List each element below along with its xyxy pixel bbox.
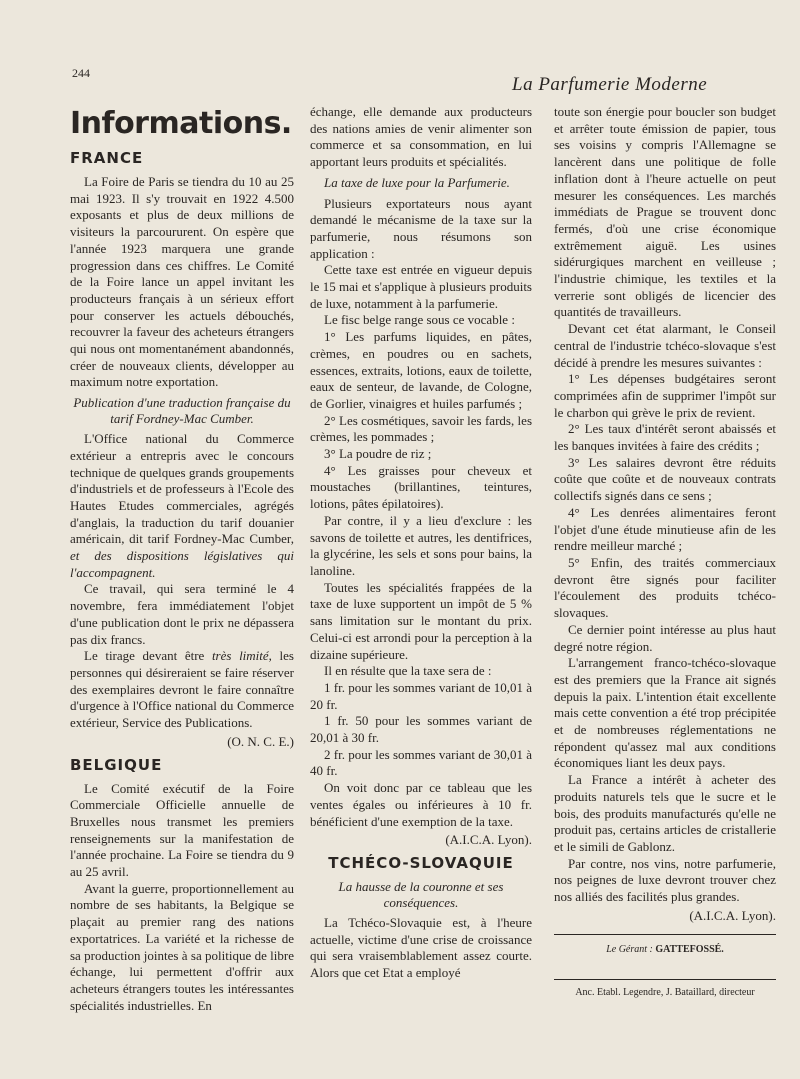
section-heading-france: FRANCE (70, 149, 144, 167)
paragraph: Cette taxe est entrée en vigueur depuis le 15 mai et s'applique à plusieurs produits de luxe, notamment à la parfumerie. (310, 262, 532, 311)
italic-text-run: et des dispositions législatives qui l'accompagnent. (70, 548, 294, 580)
paragraph: Ce travail, qui sera terminé le 4 novembre, fera immédiatement l'objet d'une publication dont le prix ne dépassera pas dix francs. (70, 581, 294, 647)
text-run: , les personnes qui désireraient se faire réserver des exemplaires devront le faire connaître d'urgence à l'Office national du Commerce extérieur, Service des Publications. (70, 648, 294, 731)
paragraph: 2° Les cosmétiques, savoir les fards, les crèmes, les pommades ; (310, 412, 532, 445)
paragraph: 2 fr. pour les sommes variant de 30,01 à 40 fr. (310, 746, 532, 779)
paragraph: Le Comité exécutif de la Foire Commerciale Officielle annuelle de Bruxelles nous transmet les premiers renseignements sur la manifestation de l'année prochaine. La Foire se tiendra du 9 au 25 avril. (70, 780, 294, 880)
signature: (A.I.C.A. Lyon). (445, 832, 532, 848)
signature: (A.I.C.A. Lyon). (689, 907, 776, 923)
paragraph: La Tchéco-Slovaquie est, à l'heure actuelle, victime d'une crise de croissance qui sera vraisemblablement assez courte. Alors que cet Etat a employé (310, 914, 532, 981)
section-heading-tcheco-slovaquie: TCHÉCO-SLOVAQUIE (328, 853, 514, 872)
divider (554, 934, 776, 935)
paragraph: On voit donc par ce tableau que les ventes égales ou inférieures à 10 fr. bénéficient d'une exemption de la taxe. (310, 780, 532, 829)
subheading: La taxe de luxe pour la Parfumerie. (324, 174, 510, 190)
text-run: L'Office national du Commerce extérieur a entrepris avec le concours technique de quelques grands groupements d'industriels et de professeurs à l'Ecole des Hautes Etudes commerciales, agrégés d'anglais, la traduction du tarif douanier américain, dit tarif Fordney-Mac Cumber, (70, 431, 294, 547)
paragraph: Toutes les spécialités frappées de la taxe de luxe supportent un impôt de 5 % sans limitation sur le montant du prix. Celui-ci est arrondi pour la perception à la dizaine supérieure. (310, 579, 532, 662)
column-1 (70, 104, 294, 1014)
page-number: 244 (72, 66, 90, 80)
subheading: Publication d'une traduction française du tarif Fordney-Mac Cumber. (73, 395, 291, 427)
subheading: La hausse de la couronne et ses conséquences. (338, 878, 504, 910)
paragraph: Plusieurs exportateurs nous ayant demandé le mécanisme de la taxe sur la parfumerie, nous résumons son application : (310, 195, 532, 261)
printer-line: Anc. Etabl. Legendre, J. Bataillard, directeur (575, 987, 755, 999)
paragraph: Ce dernier point intéresse au plus haut degré notre région. (554, 621, 776, 654)
italic-text-run: très limité (211, 648, 269, 664)
section-heading-belgique: BELGIQUE (70, 755, 163, 774)
paragraph: 1° Les dépenses budgétaires seront comprimées afin de supprimer l'impôt sur le charbon qui grève le prix de revient. (554, 371, 776, 420)
paragraph: 5° Enfin, des traités commerciaux devront être signés pour faciliter l'écoulement des produits tchéco-slovaques. (554, 554, 776, 621)
paragraph: 3° La poudre de riz ; (324, 446, 432, 462)
paragraph: échange, elle demande aux producteurs des nations amies de venir alimenter son commerce et sa consommation, en lui apportant leurs produits et spécialités. (310, 104, 532, 170)
text-run: Le tirage devant être (84, 648, 212, 664)
divider (554, 979, 776, 980)
paragraph: L'arrangement franco-tchéco-slovaque est des premiers que la France ait signés depuis la paix. L'intention était excellente mais cette convention a été trop précipitée et de nombreuses réglementations ne répondent qu'assez mal aux conditions économiques liant les deux pays. (554, 655, 776, 771)
paragraph: Le fisc belge range sous ce vocable : (324, 312, 515, 328)
paragraph: 4° Les denrées alimentaires feront l'objet d'une étude minutieuse afin de les rendre meilleur marché ; (554, 504, 776, 554)
paragraph: Par contre, nos vins, notre parfumerie, nos peignes de luxe devront trouver chez nos alliés des facilités plus grandes. (554, 855, 776, 905)
paragraph: Devant cet état alarmant, le Conseil central de l'industrie tchéco-slovaque s'est décidé à prendre les mesures suivantes : (554, 321, 776, 370)
paragraph (70, 431, 294, 581)
paragraph: 3° Les salaires devront être réduits coûte que coûte et de nouveaux contrats collectifs signés dans ce sens ; (554, 454, 776, 504)
paragraph: Par contre, il y a lieu d'exclure : les savons de toilette et autres, les dentifrices, la glycérine, les sels et sons pour bains, la lanoline. (310, 512, 532, 578)
column-3 (554, 104, 776, 1000)
gerant-label: Le Gérant : (606, 944, 653, 956)
gerant-line (554, 943, 776, 957)
paragraph: toute son énergie pour boucler son budget et arrêter toute émission de papier, tous ses voisins y compris l'Allemagne se lancèrent dans une politique de folle inflation dont à l'heure actuelle on peut mesurer les conséquences. Les marchés immédiats de Prague se trouvent donc fermés, d'où une crise économique extrêmement aiguë. Les usines sidérurgiques marchent en veilleuse ; l'industrie chimique, les textiles et la verrerie sont obligés de licencier des quantités de travailleurs. (554, 104, 776, 320)
gerant-name: GATTEFOSSÉ. (655, 944, 724, 956)
page-headline: Informations. (70, 106, 292, 141)
paragraph: La Foire de Paris se tiendra du 10 au 25 mai 1923. Il s'y trouvait en 1922 4.500 exposants et plus de deux millions de visiteurs la parcoururent. On espère que l'année 1923 marquera une grande progression dans ces chiffres. Le Comité de la Foire lance un appel invitant les producteurs français à un sérieux effort pour conserver les actuels débouchés, recouvrer la faveur des acheteurs étrangers qui nous ont momentanément abandonnés, créer de nouveaux clients, développer au maximum notre exportation. (70, 174, 294, 390)
signature: (O. N. C. E.) (227, 733, 294, 749)
paragraph: Avant la guerre, proportionnellement au nombre de ses habitants, la Belgique se plaçait au premier rang des nations exportatrices. La variété et la richesse de sa production jointes à sa politique de libre échange, lui permettent d'offrir aux acheteurs étrangers toutes les intéressantes spécialités industrielles. En (70, 880, 294, 1013)
paragraph: 1 fr. pour les sommes variant de 10,01 à 20 fr. (310, 679, 532, 712)
paragraph: 4° Les graisses pour cheveux et moustaches (brillantines, teintures, lotions, pâtes épilatoires). (310, 462, 532, 512)
paragraph: Il en résulte que la taxe sera de : (324, 663, 492, 679)
paragraph: 2° Les taux d'intérêt seront abaissés et les banques invitées à faire des crédits ; (554, 421, 776, 454)
column-2 (310, 104, 532, 982)
journal-title: La Parfumerie Moderne (512, 74, 708, 95)
paragraph (70, 648, 294, 732)
paragraph: 1° Les parfums liquides, en pâtes, crèmes, en poudres ou en sachets, essences, extraits, lotions, eaux de toilette, eaux de senteur, de lavande, de Cologne, de Gorlier, vinaigres et huiles parfumés ; (310, 329, 532, 411)
paragraph: La France a intérêt à acheter des produits naturels tels que le sucre et le bois, des produits manufacturés qu'elle ne produit pas, certains articles de cristallerie et le simili de Gablonz. (554, 772, 776, 854)
paragraph: 1 fr. 50 pour les sommes variant de 20,01 à 30 fr. (310, 713, 532, 746)
